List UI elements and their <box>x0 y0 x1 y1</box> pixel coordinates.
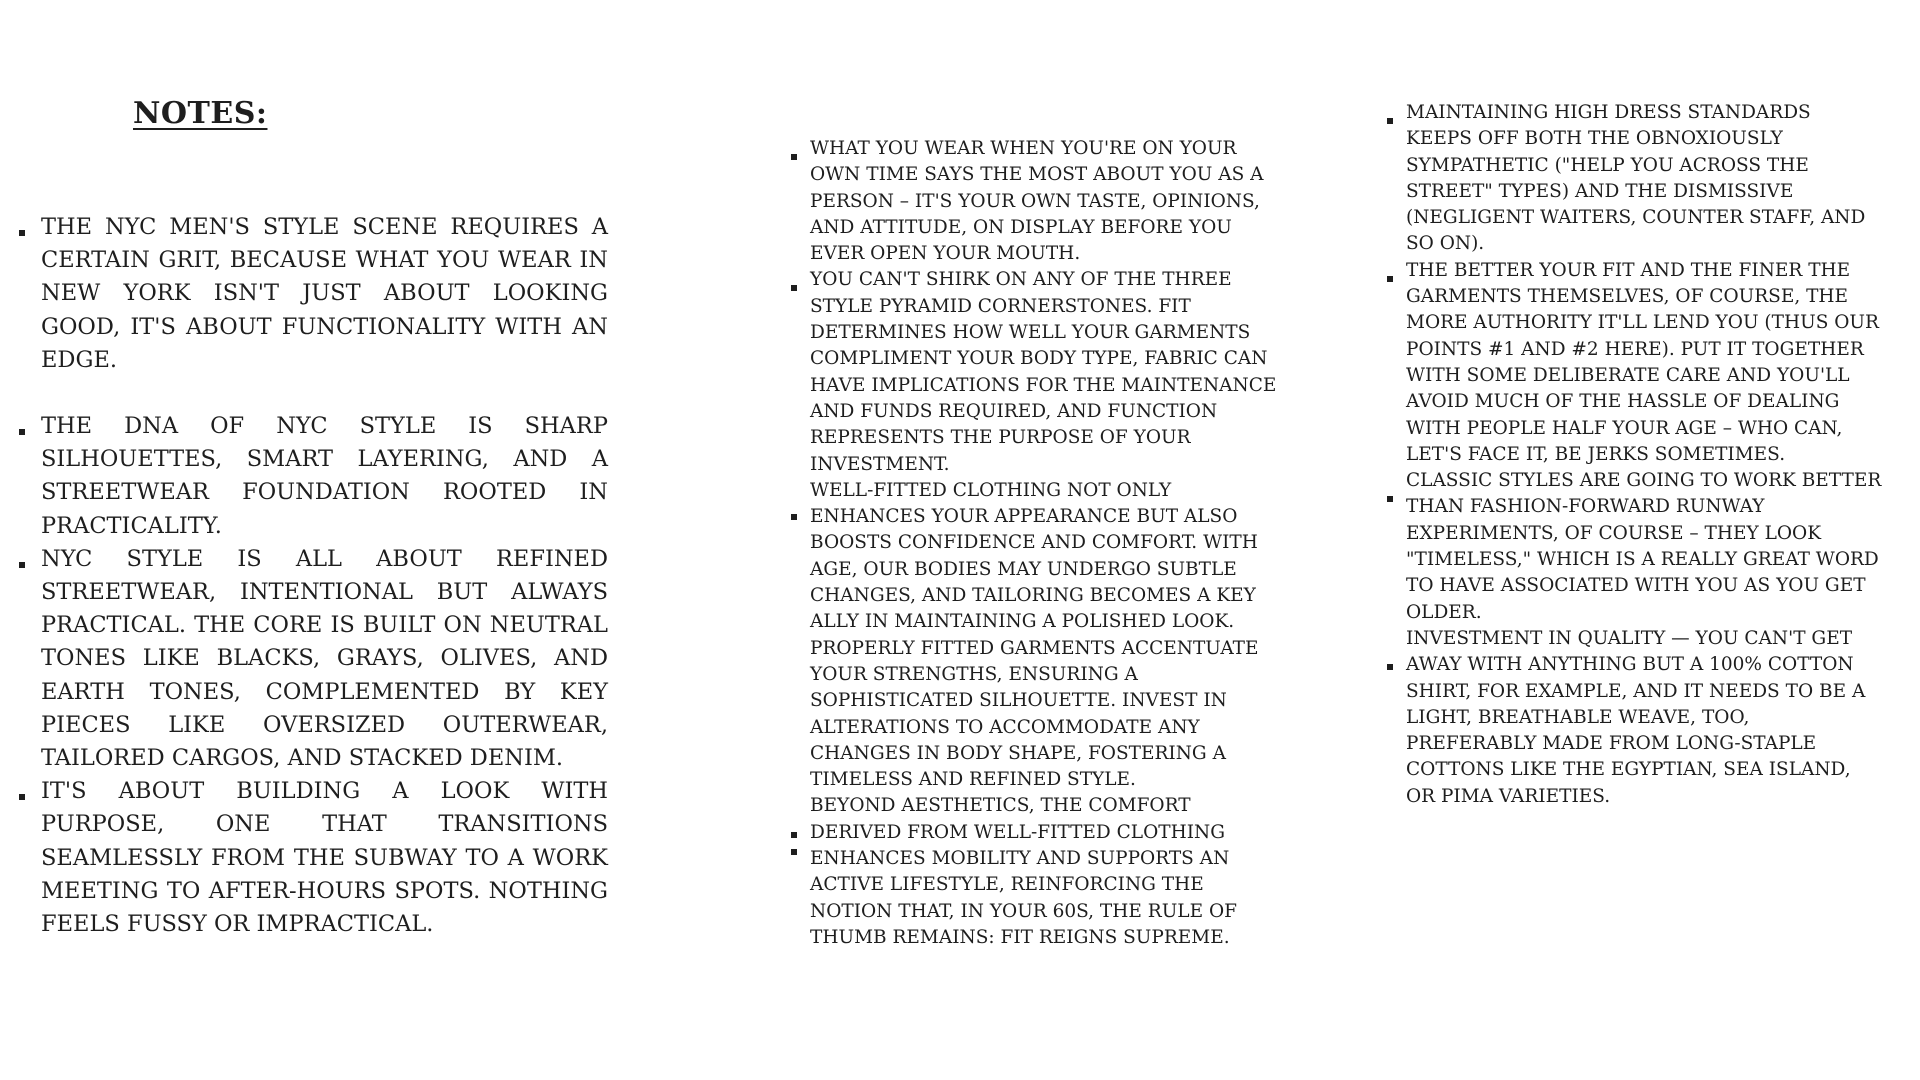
list-item <box>41 410 608 543</box>
bullet-icon <box>1387 664 1393 670</box>
list-item-text: BEYOND AESTHETICS, THE COMFORT DERIVED FROM WELL-FITTED CLOTHING ENHANCES MOBILITY AND SUPPORTS AN ACTIVE LIFESTYLE, REINFORCING THE NOTION THAT, IN YOUR 60S, THE RULE OF THUMB REMAINS: FIT REIGNS SUPREME. <box>810 795 1237 948</box>
list-item-text: THE DNA OF NYC STYLE IS SHARP SILHOUETTES, SMART LAYERING, AND A STREETWEAR FOUNDATION ROOTED IN PRACTICALITY. <box>41 413 608 539</box>
bullet-icon <box>791 832 797 838</box>
bullet-icon <box>791 514 797 520</box>
list-item <box>1406 626 1882 810</box>
bullet-icon <box>791 849 797 855</box>
list-item-text: CLASSIC STYLES ARE GOING TO WORK BETTER THAN FASHION-FORWARD RUNWAY EXPERIMENTS, OF COURSE – THEY LOOK "TIMELESS," WHICH IS A REALLY GREAT WORD TO HAVE ASSOCIATED WITH YOU AS YOU GET OLDER. <box>1406 470 1882 623</box>
list-item <box>810 267 1280 477</box>
list-item <box>1406 468 1882 626</box>
notes-column-1 <box>41 211 608 941</box>
bullet-icon <box>1387 496 1393 502</box>
bullet-icon <box>19 429 25 435</box>
list-item <box>810 136 1280 267</box>
notes-column-2 <box>810 136 1280 951</box>
list-item-text: NYC STYLE IS ALL ABOUT REFINED STREETWEAR, INTENTIONAL BUT ALWAYS PRACTICAL. THE CORE IS BUILT ON NEUTRAL TONES LIKE BLACKS, GRAYS, OLIVES, AND EARTH TONES, COMPLEMENTED BY KEY PIECES LIKE OVERSIZED OUTERWEAR, TAILORED CARGOS, AND STACKED DENIM. <box>41 545 608 772</box>
list-item-text: THE BETTER YOUR FIT AND THE FINER THE GARMENTS THEMSELVES, OF COURSE, THE MORE AUTHORITY IT'LL LEND YOU (THUS OUR POINTS #1 AND #2 HERE). PUT IT TOGETHER WITH SOME DELIBERATE CARE AND YOU'LL AVOID MUCH OF THE HASSLE OF DEALING WITH PEOPLE HALF YOUR AGE – WHO CAN, LET'S FACE IT, BE JERKS SOMETIMES. <box>1406 259 1879 465</box>
bullet-icon <box>791 285 797 291</box>
notes-title: NOTES: <box>133 96 268 131</box>
list-item-text: INVESTMENT IN QUALITY — YOU CAN'T GET AWAY WITH ANYTHING BUT A 100% COTTON SHIRT, FOR EXAMPLE, AND IT NEEDS TO BE A LIGHT, BREATHABLE WEAVE, TOO, PREFERABLY MADE FROM LONG-STAPLE COTTONS LIKE THE EGYPTIAN, SEA ISLAND, OR PIMA VARIETIES. <box>1406 627 1866 807</box>
list-item-text: MAINTAINING HIGH DRESS STANDARDS KEEPS OFF BOTH THE OBNOXIOUSLY SYMPATHETIC ("HELP YOU ACROSS THE STREET" TYPES) AND THE DISMISSIVE (NEGLIGENT WAITERS, COUNTER STAFF, AND SO ON). <box>1406 102 1866 255</box>
notes-column-3 <box>1406 100 1882 810</box>
list-item <box>1406 100 1882 258</box>
bullet-icon <box>19 562 25 568</box>
list-item <box>810 793 1280 951</box>
list-item <box>41 543 608 775</box>
bullet-icon <box>791 154 797 160</box>
list-item-text: IT'S ABOUT BUILDING A LOOK WITH PURPOSE, ONE THAT TRANSITIONS SEAMLESSLY FROM THE SUBWAY TO A WORK MEETING TO AFTER-HOURS SPOTS. NOTHING FEELS FUSSY OR IMPRACTICAL. <box>41 778 608 938</box>
list-item <box>810 478 1280 636</box>
bullet-icon <box>19 230 25 236</box>
list-item <box>810 636 1280 794</box>
list-item-text: WHAT YOU WEAR WHEN YOU'RE ON YOUR OWN TIME SAYS THE MOST ABOUT YOU AS A PERSON – IT'S YOUR OWN TASTE, OPINIONS, AND ATTITUDE, ON DISPLAY BEFORE YOU EVER OPEN YOUR MOUTH. <box>810 138 1264 265</box>
bullet-icon <box>19 794 25 800</box>
list-item-text: WELL-FITTED CLOTHING NOT ONLY ENHANCES YOUR APPEARANCE BUT ALSO BOOSTS CONFIDENCE AND COMFORT. WITH AGE, OUR BODIES MAY UNDERGO SUBTLE CHANGES, AND TAILORING BECOMES A KEY ALLY IN MAINTAINING A POLISHED LOOK. <box>810 479 1258 633</box>
list-item-text: PROPERLY FITTED GARMENTS ACCENTUATE YOUR STRENGTHS, ENSURING A SOPHISTICATED SILHOUETTE. INVEST IN ALTERATIONS TO ACCOMMODATE ANY CHANGES IN BODY SHAPE, FOSTERING A TIMELESS AND REFINED STYLE. <box>810 637 1259 791</box>
list-item <box>41 775 608 941</box>
list-item <box>1406 258 1882 468</box>
list-item-text: THE NYC MEN'S STYLE SCENE REQUIRES A CERTAIN GRIT, BECAUSE WHAT YOU WEAR IN NEW YORK ISN'T JUST ABOUT LOOKING GOOD, IT'S ABOUT FUNCTIONALITY WITH AN EDGE. <box>41 214 608 373</box>
bullet-icon <box>1387 276 1393 282</box>
list-item <box>41 211 608 377</box>
list-item-text: YOU CAN'T SHIRK ON ANY OF THE THREE STYLE PYRAMID CORNERSTONES. FIT DETERMINES HOW WELL YOUR GARMENTS COMPLIMENT YOUR BODY TYPE, FABRIC CAN HAVE IMPLICATIONS FOR THE MAINTENANCE AND FUNDS REQUIRED, AND FUNCTION REPRESENTS THE PURPOSE OF YOUR INVESTMENT. <box>810 269 1277 475</box>
bullet-icon <box>1387 118 1393 124</box>
